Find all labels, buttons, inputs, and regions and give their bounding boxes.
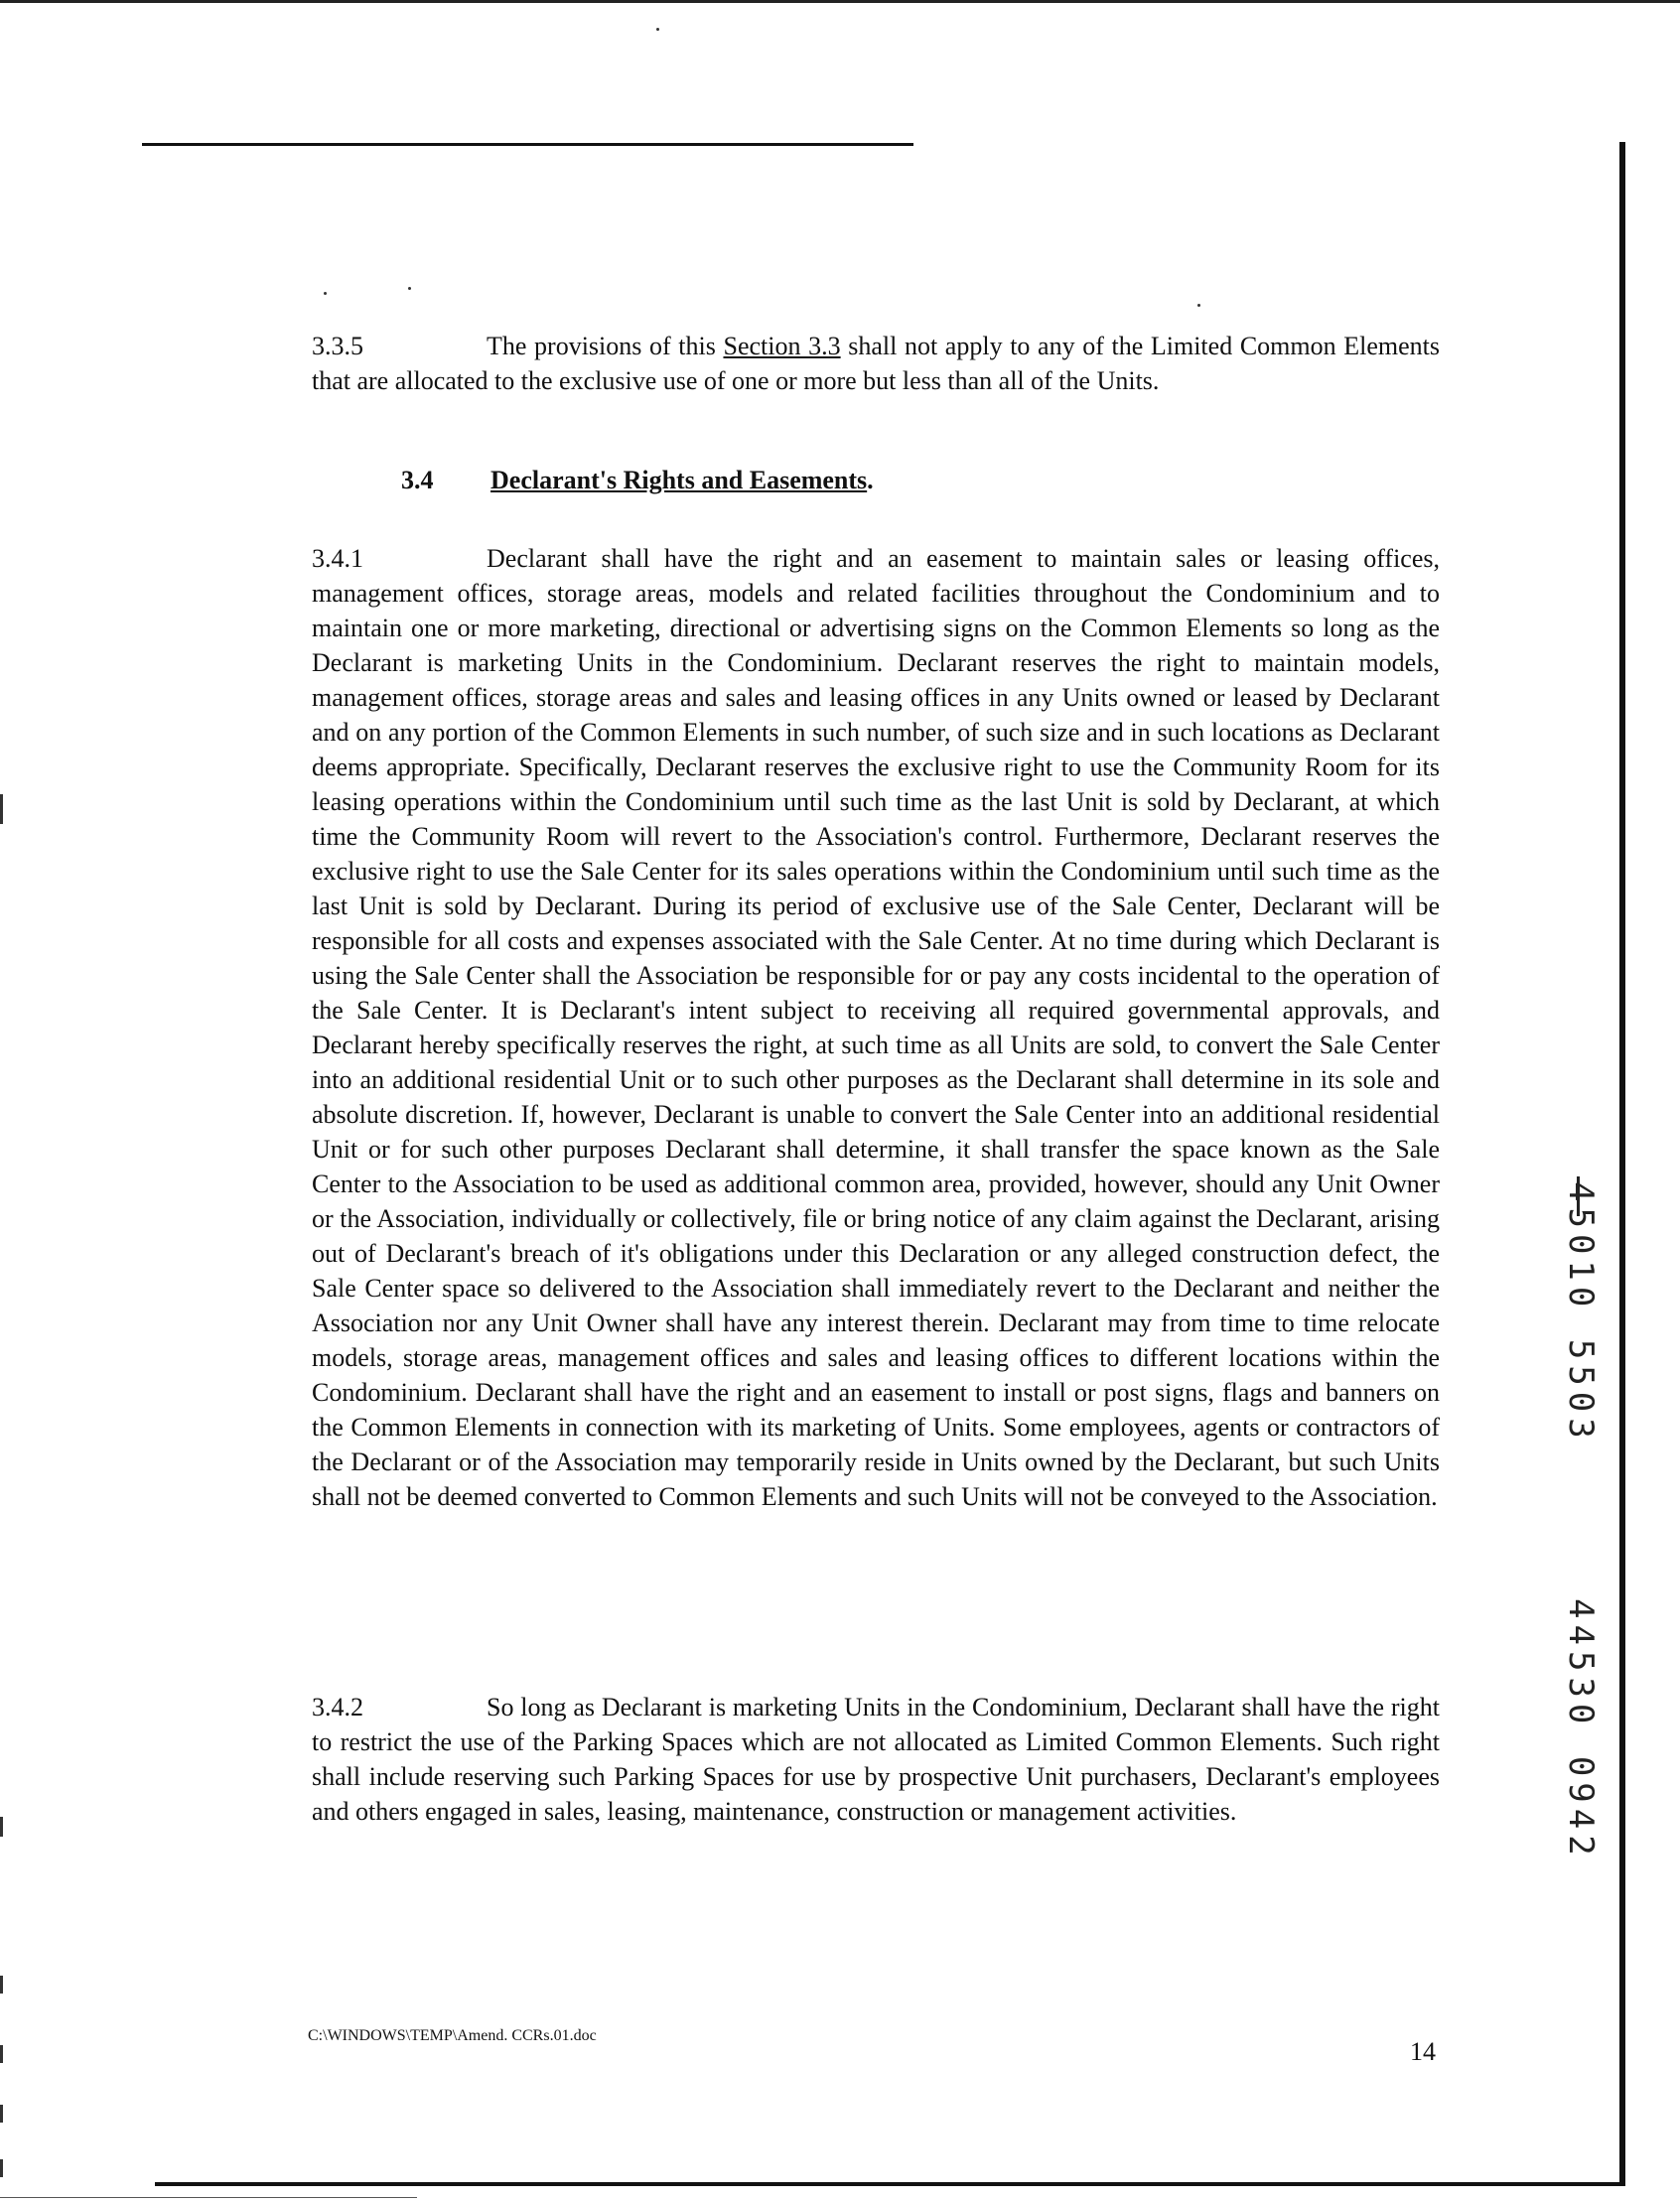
section-number: 3.4.2 xyxy=(312,1693,363,1721)
heading-suffix: . xyxy=(867,466,874,494)
header-rule xyxy=(142,143,913,146)
section-number: 3.4.1 xyxy=(312,544,363,573)
section-text: Declarant shall have the right and an easement to maintain sales or leasing offices, management offices, storage areas, models and related facilities throughout the Condominium and to maintain one or more marketing, directional or advertising signs on the Common Elements so long as the Declarant is marketing Units in the Condominium. Declarant reserves the right to maintain models, management offices, storage areas and sales and leasing offices in any Units owned or leased by Declarant and on any portion of the Common Elements in such number, of such size and in such locations as Declarant deems appropriate. Specifically, Declarant reserves the exclusive right to use the Community Room for its leasing operations within the Condominium until such time as the last Unit is sold by Declarant, at which time the Community Room will revert to the Association's control. Furthermore, Declarant reserves the exclusive right to use the Sale Center for its sales operations within the Condominium until such time as the last Unit is sold by Declarant. During its period of exclusive use of the Sale Center, Declarant will be responsible for all costs and expenses associated with the Sale Center. At no time during which Declarant is using the Sale Center shall the Association be responsible for or pay any costs incidental to the operation of the Sale Center. It is Declarant's intent subject to receiving all required governmental approvals, and Declarant hereby specifically reserves the right, at such time as all Units are sold, to convert the Sale Center into an additional residential Unit or to such other purposes as the Declarant shall determine in its sole and absolute discretion. If, however, Declarant is unable to convert the Sale Center into an additional residential Unit or for such other purposes Declarant shall determine, it shall transfer the space known as the Sale Center to the Association to be used as additional common area, provided, however, should any Unit Owner or the Association, individually or collectively, file or bring notice of any claim against the Declarant, arising out of Declarant's breach of it's obligations under this Declaration or any alleged construction defect, the Sale Center space so delivered to the Association shall immediately revert to the Declarant and neither the Association nor any Unit Owner shall have any interest therein. Declarant may from time to time relocate models, storage areas, management offices and sales and leasing offices to different locations within the Condominium. Declarant shall have the right and an easement to install or post signs, flags and banners on the Common Elements in connection with its marketing of Units. Some employees, agents or contractors of the Declarant or of the Association may temporarily reside in Units owned by the Declarant, but such Units shall not be deemed converted to Common Elements and such Units will not be conveyed to the Association. xyxy=(312,544,1440,1511)
section-3-3-5 xyxy=(312,329,1440,398)
page-border-bottom xyxy=(155,2182,1625,2186)
scan-artifact xyxy=(324,292,327,295)
section-3-4-1 xyxy=(312,541,1440,1514)
heading-title: Declarant's Rights and Easements xyxy=(490,466,868,494)
scan-bottom-line xyxy=(0,2197,417,2198)
scan-artifact xyxy=(1197,304,1200,307)
page-border-right xyxy=(1619,142,1625,2185)
section-3-4-2 xyxy=(312,1690,1440,1829)
heading-number: 3.4 xyxy=(401,466,434,494)
page-number: 14 xyxy=(1410,2037,1436,2066)
scan-artifact xyxy=(0,2159,3,2177)
recording-stamp-upper: 45010 5503 xyxy=(1561,1181,1601,1445)
section-text: So long as Declarant is marketing Units in the Condominium, Declarant shall have the right to restrict the use of the Parking Spaces which are not allocated as Limited Common Elements. Such right shall include reserving such Parking Spaces for use by prospective Unit purchasers, Declarant's employees and others engaged in sales, leasing, maintenance, construction or management activities. xyxy=(312,1693,1440,1826)
section-number: 3.3.5 xyxy=(312,332,363,360)
scan-artifact xyxy=(0,2105,3,2123)
scan-top-edge xyxy=(0,0,1680,3)
scan-artifact xyxy=(0,1976,3,1994)
section-text-part: shall not apply to any of the Limited Common Elements that are allocated to the exclusive use of one or more but less than all of the Units. xyxy=(312,332,1440,395)
scan-artifact xyxy=(656,28,659,31)
recording-stamp-lower: 44530 0942 xyxy=(1561,1598,1601,1861)
section-text-part: The provisions of this xyxy=(487,332,724,360)
scan-artifact xyxy=(0,1817,3,1837)
scan-artifact xyxy=(408,287,411,290)
section-reference-link: Section 3.3 xyxy=(723,332,841,360)
scan-artifact xyxy=(0,794,3,824)
section-3-4-heading xyxy=(401,466,874,495)
footer-file-path: C:\WINDOWS\TEMP\Amend. CCRs.01.doc xyxy=(308,2027,597,2044)
scan-artifact xyxy=(0,2045,3,2063)
